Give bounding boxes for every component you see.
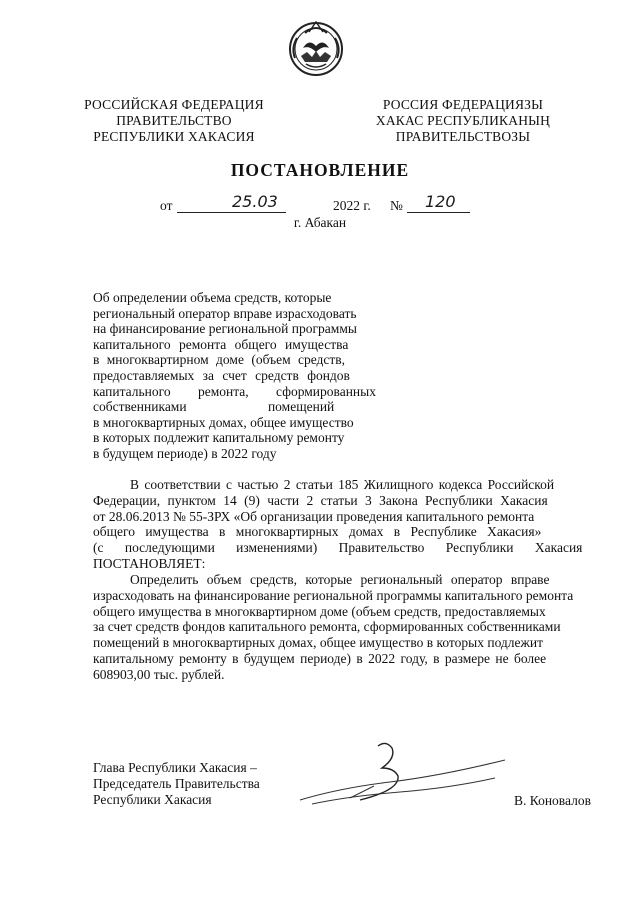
coat-of-arms-emblem-icon <box>287 18 345 78</box>
signatory-position <box>93 760 260 808</box>
subject-line: капитального ремонта общего имущества <box>93 336 349 352</box>
handwritten-number: 120 <box>425 192 456 211</box>
header-left-line: РЕСПУБЛИКИ ХАКАСИЯ <box>93 129 255 144</box>
subject-line: региональный оператор вправе израсходовать <box>93 305 357 321</box>
city-line: г. Абакан <box>293 215 347 230</box>
body-line: израсходовать на финансирование региональной программы капитального ремонта <box>93 587 574 603</box>
header-right-line: ХАКАС РЕСПУБЛИКАНЫҢ <box>375 113 551 128</box>
header-right-line: РОССИЯ ФЕДЕРАЦИЯЗЫ <box>382 97 544 112</box>
body-line: Определить объем средств, которые региональный оператор вправе <box>130 572 550 587</box>
resolution-decision <box>93 572 598 683</box>
header-right-line: ПРАВИТЕЛЬСТВОЗЫ <box>395 129 531 144</box>
body-line: капитальному ремонту в будущем периоде) в 2022 году, в размере не более <box>93 650 547 666</box>
date-underline <box>177 212 286 213</box>
subject-line: в которых подлежит капитальному ремонту <box>93 430 345 446</box>
body-line: ПОСТАНОВЛЯЕТ: <box>93 555 206 571</box>
body-line: помещений в многоквартирных домах, общее имущество в которых подлежит <box>93 635 543 651</box>
body-line: (с последующими изменениями) Правительство Республики Хакасия <box>93 540 583 556</box>
handwritten-signature <box>290 738 510 813</box>
subject-block <box>93 290 377 462</box>
document-title: ПОСТАНОВЛЕНИЕ <box>230 160 410 180</box>
body-line: Федерации, пунктом 14 (9) части 2 статьи 3 Закона Республики Хакасия <box>93 492 548 508</box>
body-line: от 28.06.2013 № 55-ЗРХ «Об организации проведения капитального ремонта <box>93 508 535 524</box>
header-left <box>80 97 268 145</box>
date-year: 2022 г. <box>333 198 371 213</box>
subject-line: Об определении объема средств, которые <box>93 290 332 305</box>
body-line: В соответствии с частью 2 статьи 185 Жилищного кодекса Российской <box>130 477 555 492</box>
subject-line: в будущем периоде) в 2022 году <box>93 445 277 461</box>
number-underline <box>407 212 470 213</box>
body-line: за счет средств фондов капитального ремонта, сформированных собственниками <box>93 619 561 635</box>
subject-line: капитального ремонта, сформированных <box>93 383 376 399</box>
signatory-position-line: Председатель Правительства <box>93 776 260 791</box>
date-prefix: от <box>160 198 173 213</box>
body-line: общего имущества в многоквартирном доме (объем средств, предоставляемых <box>93 603 546 619</box>
header-left-line: ПРАВИТЕЛЬСТВО <box>116 113 232 128</box>
subject-line: предоставляемых за счет средств фондов <box>93 367 350 383</box>
signatory-position-line: Республики Хакасия <box>93 792 212 807</box>
handwritten-date: 25.03 <box>232 192 278 211</box>
body-line: общего имущества в многоквартирных домах в Республике Хакасия» <box>93 524 542 540</box>
subject-line: на финансирование региональной программы <box>93 321 357 337</box>
header-left-line: РОССИЙСКАЯ ФЕДЕРАЦИЯ <box>84 97 264 112</box>
subject-line: в многоквартирных домах, общее имущество <box>93 414 354 430</box>
subject-line: в многоквартирном доме (объем средств, <box>93 352 346 368</box>
resolution-preamble <box>93 477 598 572</box>
signatory-position-line: Глава Республики Хакасия – <box>93 760 257 775</box>
number-sign: № <box>390 198 403 213</box>
subject-line: собственниками помещений <box>93 399 335 415</box>
body-line: 608903,00 тыс. рублей. <box>93 666 225 682</box>
signatory-name: В. Коновалов <box>514 793 591 808</box>
header-right <box>370 97 556 145</box>
